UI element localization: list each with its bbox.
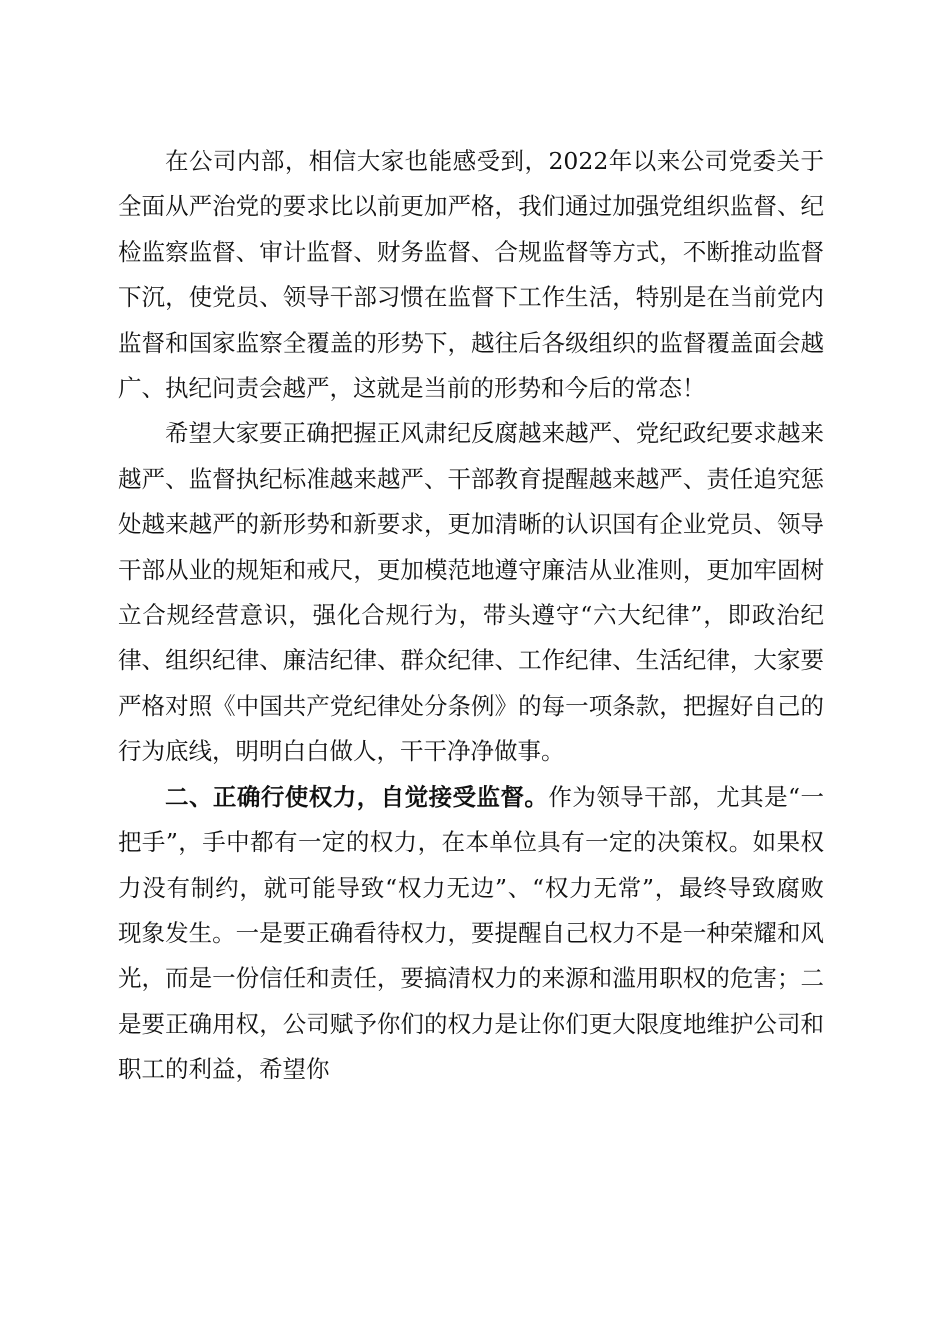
- document-page: [118, 139, 824, 1093]
- paragraph-discipline-requirements: 希望大家要正确把握正风肃纪反腐越来越严、党纪政纪要求越来越严、监督执纪标准越来越严、干部教育提醒越来越严、责任追究惩处越来越严的新形势和新要求，更加清晰的认识国有企业党员、领导干部从业的规矩和戒尺，更加模范地遵守廉洁从业准则，更加牢固树立合规经营意识，强化合规行为，带头遵守“六大纪律”，即政治纪律、组织纪律、廉洁纪律、群众纪律、工作纪律、生活纪律，大家要严格对照《中国共产党纪律处分条例》的每一项条款，把握好自己的行为底线，明明白白做人，干干净净做事。: [118, 419, 824, 766]
- paragraph-power-body: 作为领导干部，尤其是“一把手”，手中都有一定的权力，在本单位具有一定的决策权。如果权力没有制约，就可能导致“权力无边”、“权力无常”，最终导致腐败现象发生。一是要正确看待权力，要提醒自己权力不是一种荣耀和风光，而是一份信任和责任，要搞清权力的来源和滥用职权的危害；二是要正确用权，公司赋予你们的权力是让你们更大限度地维护公司和职工的利益，希望你: [118, 782, 825, 1084]
- section-heading-power: 二、正确行使权力，自觉接受监督。: [165, 782, 549, 811]
- paragraph-supervision-context: 在公司内部，相信大家也能感受到，2022年以来公司党委关于全面从严治党的要求比以前更加严格，我们通过加强党组织监督、纪检监察监督、审计监督、财务监督、合规监督等方式，不断推动监督下沉，使党员、领导干部习惯在监督下工作生活，特别是在当前党内监督和国家监察全覆盖的形势下，越往后各级组织的监督覆盖面会越广、执纪问责会越严，这就是当前的形势和今后的常态！: [118, 147, 824, 403]
- paragraph-power-supervision: [118, 775, 824, 1093]
